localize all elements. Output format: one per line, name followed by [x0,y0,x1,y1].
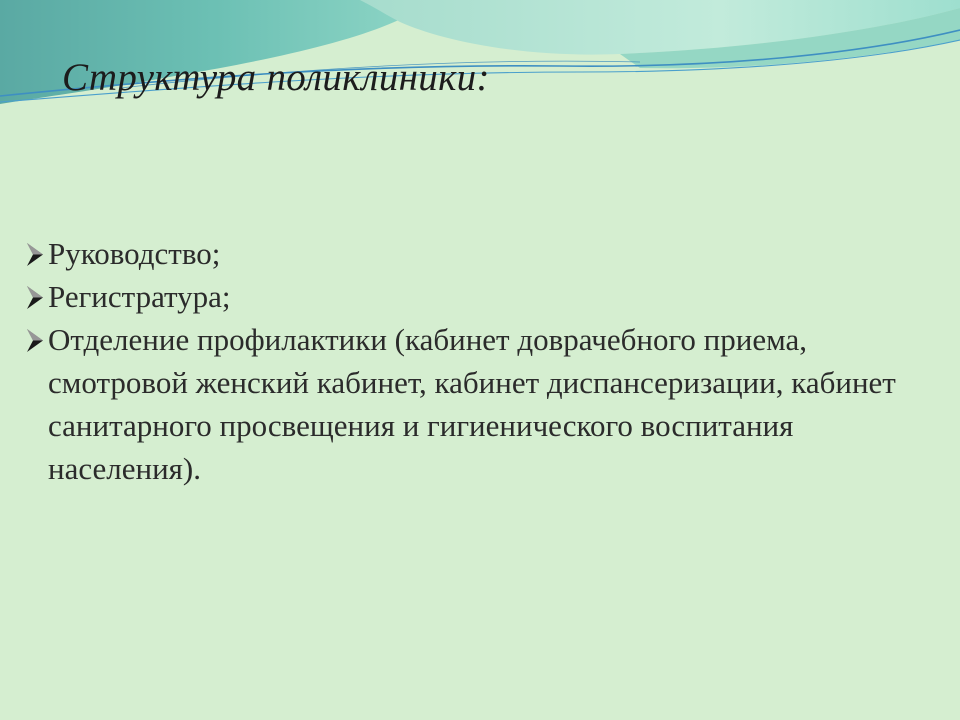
list-item [24,318,944,490]
arrowhead-bullet-icon [24,318,50,361]
bullet-list [24,232,944,490]
bullet-text: Отделение профилактики (кабинет доврачебного приема, смотровой женский кабинет, кабинет диспансеризации, кабинет санитарного просвещения и гигиенического воспитания населения). [48,322,896,486]
arrowhead-bullet-icon [24,275,50,318]
arrowhead-bullet-icon [24,232,50,275]
list-item [24,275,944,318]
bullet-text: Руководство; [48,236,221,271]
list-item [24,232,944,275]
bullet-text: Регистратура; [48,279,231,314]
slide-title: Структура поликлиники: [62,56,490,99]
